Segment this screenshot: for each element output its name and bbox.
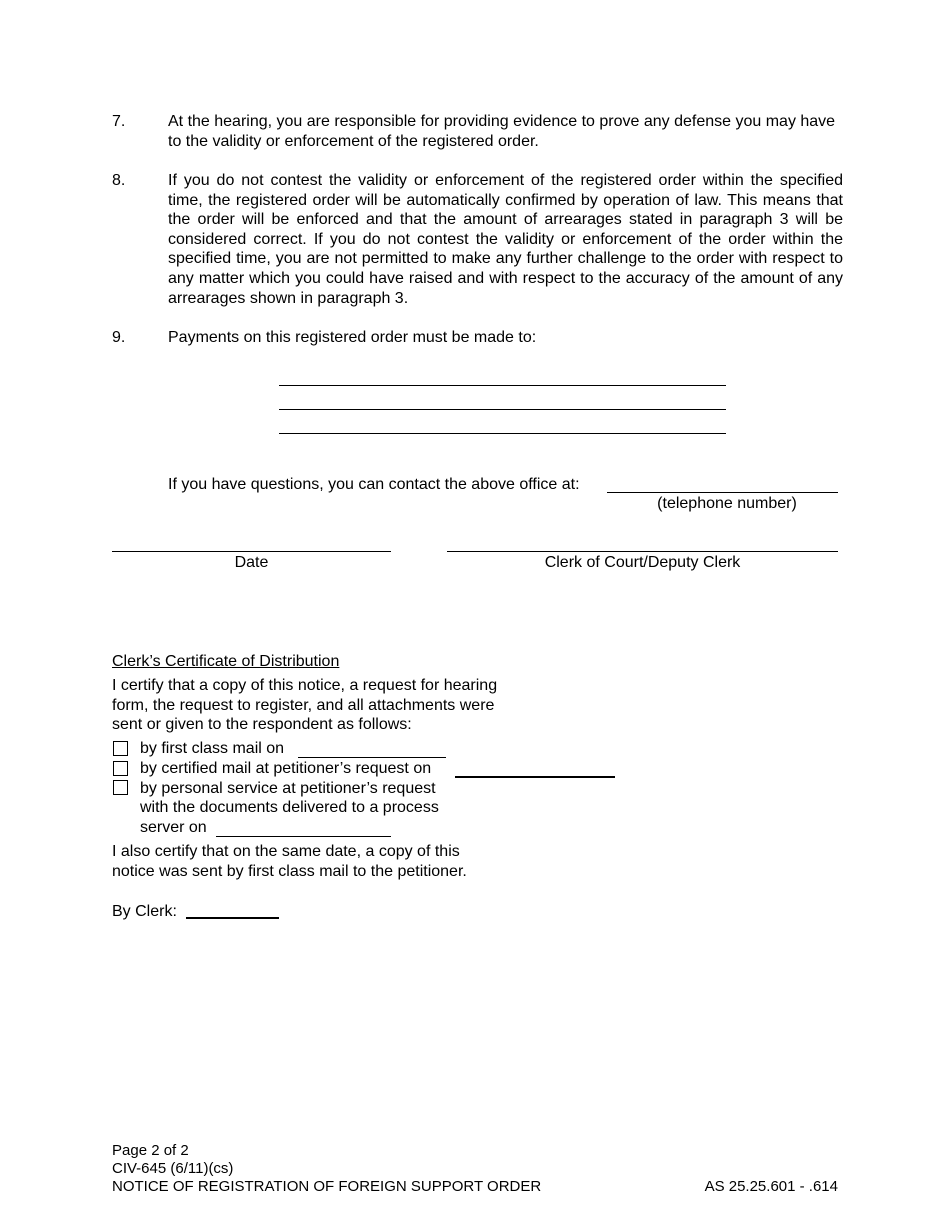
also-certify-line: I also certify that on the same date, a copy of this — [112, 843, 460, 860]
item-number-9: 9. — [112, 329, 126, 346]
telephone-label: (telephone number) — [657, 495, 797, 512]
first-class-mail-checkbox[interactable] — [113, 741, 128, 756]
item-8-text: If you do not contest the validity or enforcement of the registered order within the specified time, the registered order will be automatically confirmed by operation of law. This means that the order will be enforced and that the amount of arrearages stated in paragraph 3 will be considered correct. If you do not contest the validity or enforcement of the order within the specified time, you are not permitted to make any further challenge to the order with respect to any matter which you could have raised and with respect to the accuracy of the amount of any arrearages shown in paragraph 3. — [168, 172, 843, 307]
certificate-title: Clerk’s Certificate of Distribution — [112, 653, 340, 670]
also-certify-line: notice was sent by first class mail to the petitioner. — [112, 862, 467, 880]
by-clerk-label: By Clerk: — [112, 903, 177, 920]
personal-service-label: by personal service at petitioner’s request — [140, 780, 436, 797]
footer-statute: AS 25.25.601 - .614 — [704, 1178, 838, 1195]
date-line[interactable] — [112, 551, 391, 552]
footer-form-title: NOTICE OF REGISTRATION OF FOREIGN SUPPORT ORDER — [112, 1178, 542, 1195]
item-9-text: Payments on this registered order must be made to: — [168, 329, 537, 346]
payee-line-1[interactable] — [279, 385, 726, 386]
certified-mail-label: by certified mail at petitioner’s request on — [140, 760, 432, 777]
certified-mail-date-line[interactable] — [455, 776, 615, 778]
contact-text: If you have questions, you can contact the above office at: — [168, 476, 580, 493]
clerk-label: Clerk of Court/Deputy Clerk — [544, 554, 741, 571]
item-number-7: 7. — [112, 113, 126, 130]
payee-line-3[interactable] — [279, 433, 726, 434]
footer-form-id: CIV-645 (6/11)(cs) — [112, 1160, 234, 1177]
certificate-intro-line: I certify that a copy of this notice, a request for hearing — [112, 677, 498, 694]
item-7-text: At the hearing, you are responsible for providing evidence to prove any defense you may have to the validity or enforcement of the registered order. — [168, 113, 836, 150]
by-clerk-line[interactable] — [186, 917, 279, 919]
personal-service-checkbox[interactable] — [113, 780, 128, 795]
also-certify-text — [112, 842, 467, 881]
certificate-intro-line: form, the request to register, and all attachments were — [112, 696, 495, 714]
first-class-mail-label: by first class mail on — [140, 740, 285, 757]
process-server-date-line[interactable] — [216, 836, 391, 837]
telephone-line[interactable] — [607, 492, 838, 493]
item-number-8: 8. — [112, 172, 126, 189]
footer-page: Page 2 of 2 — [112, 1142, 189, 1159]
payee-line-2[interactable] — [279, 409, 726, 410]
certified-mail-checkbox[interactable] — [113, 761, 128, 776]
certificate-intro — [112, 676, 497, 735]
clerk-signature-line[interactable] — [447, 551, 838, 552]
personal-service-label-line3: server on — [140, 819, 207, 836]
first-class-mail-date-line[interactable] — [298, 757, 446, 758]
personal-service-label-line2: with the documents delivered to a process — [140, 799, 439, 816]
certificate-intro-line: sent or given to the respondent as follows: — [112, 716, 412, 734]
date-label: Date — [234, 554, 269, 571]
